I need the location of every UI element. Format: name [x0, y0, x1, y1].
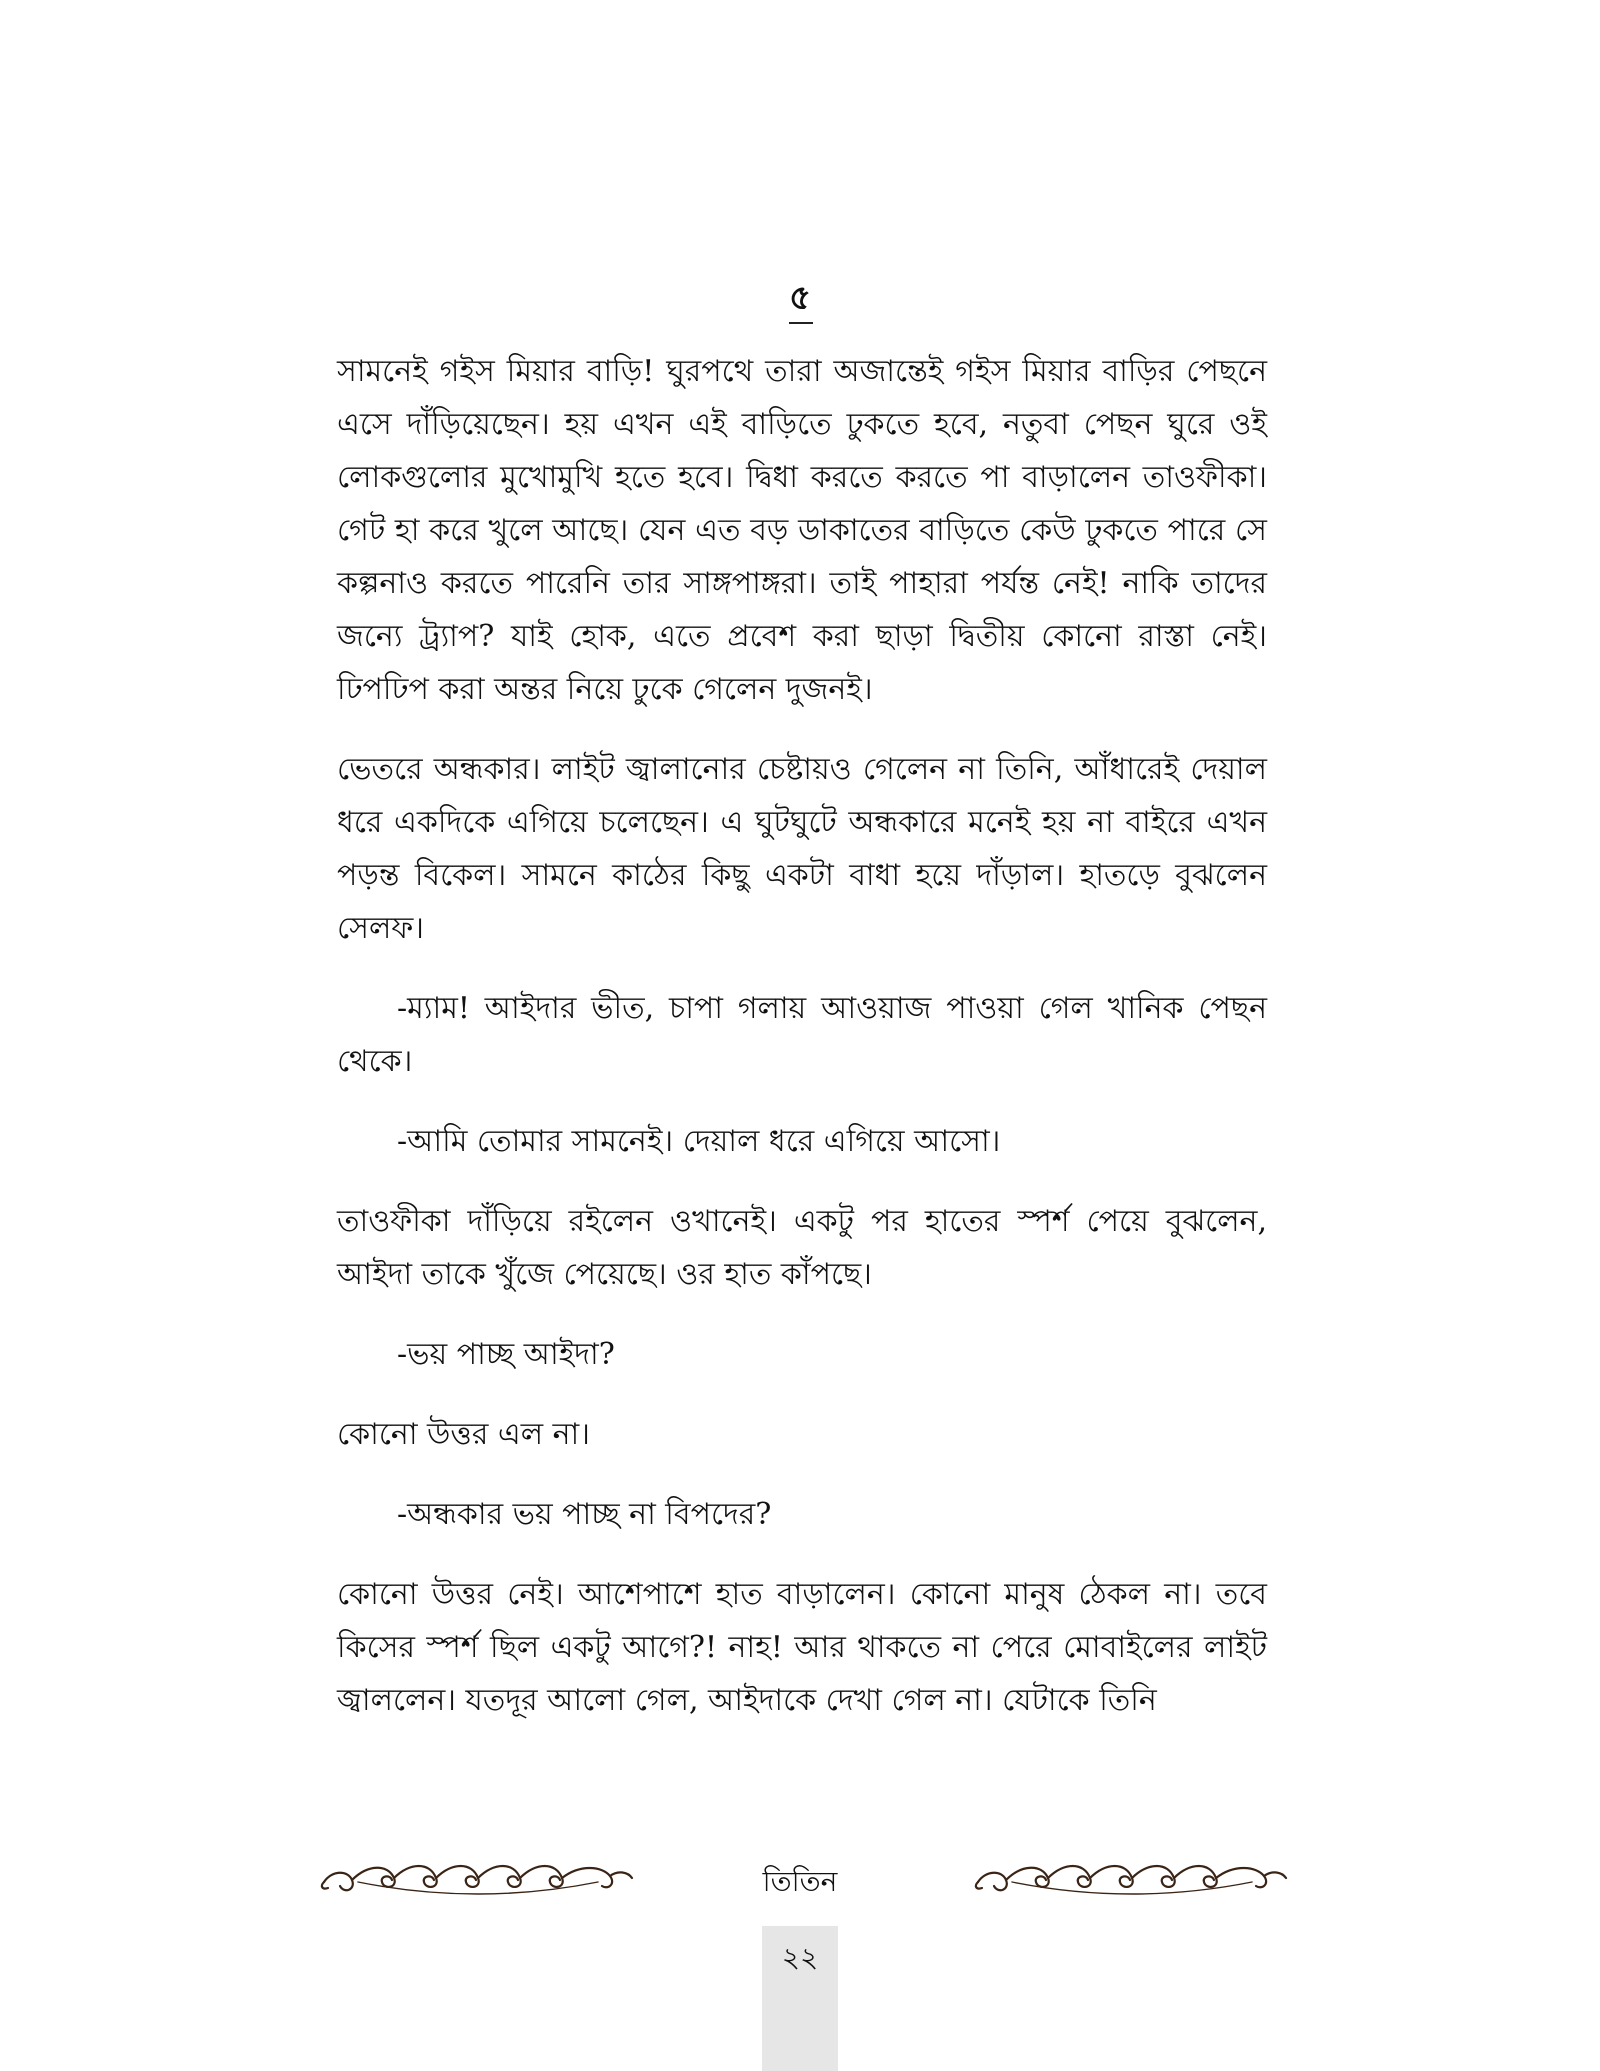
- paragraph: সামনেই গইস মিয়ার বাড়ি! ঘুরপথে তারা অজান্তেই গইস মিয়ার বাড়ির পেছনে এসে দাঁড়িয়েছেন। হয় এখন এই বাড়িতে ঢুকতে হবে, নতুবা পেছন ঘুরে ওই লোকগুলোর মুখোমুখি হতে হবে। দ্বিধা করতে করতে পা বাড়ালেন তাওফীকা। গেট হা করে খুলে আছে। যেন এত বড় ডাকাতের বাড়িতে কেউ ঢুকতে পারে সে কল্পনাও করতে পারেনি তার সাঙ্গপাঙ্গরা। তাই পাহারা পর্যন্ত নেই! নাকি তাদের জন্যে ট্র্যাপ? যাই হোক, এতে প্রবেশ করা ছাড়া দ্বিতীয় কোনো রাস্তা নেই। ঢিপঢিপ করা অন্তর নিয়ে ঢুকে গেলেন দুজনই।: [337, 354, 1267, 707]
- chapter-number: ৫: [788, 278, 812, 318]
- page-number: ২২: [781, 1941, 819, 1974]
- paragraph: ভেতরে অন্ধকার। লাইট জ্বালানোর চেষ্টায়ও গেলেন না তিনি, আঁধারেই দেয়াল ধরে একদিকে এগিয়ে চলেছেন। এ ঘুটঘুটে অন্ধকারে মনেই হয় না বাইরে এখন পড়ন্ত বিকেল। সামনে কাঠের কিছু একটা বাধা হয়ে দাঁড়াল। হাতড়ে বুঝলেন সেলফ।: [337, 752, 1267, 946]
- dialogue-paragraph: -আমি তোমার সামনেই। দেয়াল ধরে এগিয়ে আসো।: [397, 1124, 1001, 1159]
- paragraph: কোনো উত্তর নেই। আশেপাশে হাত বাড়ালেন। কোনো মানুষ ঠেকল না। তবে কিসের স্পর্শ ছিল একটু আগে?! নাহ! আর থাকতে না পেরে মোবাইলের লাইট জ্বাললেন। যতদূর আলো গেল, আইদাকে দেখা গেল না। যেটাকে তিনি: [337, 1577, 1267, 1718]
- dialogue-paragraph: -ম্যাম! আইদার ভীত, চাপা গলায় আওয়াজ পাওয়া গেল খানিক পেছন থেকে।: [337, 991, 1267, 1079]
- running-title: তিতিন: [762, 1865, 838, 1898]
- paragraph: তাওফীকা দাঁড়িয়ে রইলেন ওখানেই। একটু পর হাতের স্পর্শ পেয়ে বুঝলেন, আইদা তাকে খুঁজে পেয়েছে। ওর হাত কাঁপছে।: [337, 1204, 1267, 1292]
- chapter-number-underline: [789, 322, 813, 324]
- paragraph: কোনো উত্তর এল না।: [337, 1417, 590, 1452]
- dialogue-paragraph: -অন্ধকার ভয় পাচ্ছ না বিপদের?: [397, 1497, 772, 1532]
- dialogue-paragraph: -ভয় পাচ্ছ আইদা?: [397, 1337, 615, 1372]
- body-text: [337, 345, 1267, 1754]
- flourish-ornament-icon: [972, 1852, 1292, 1902]
